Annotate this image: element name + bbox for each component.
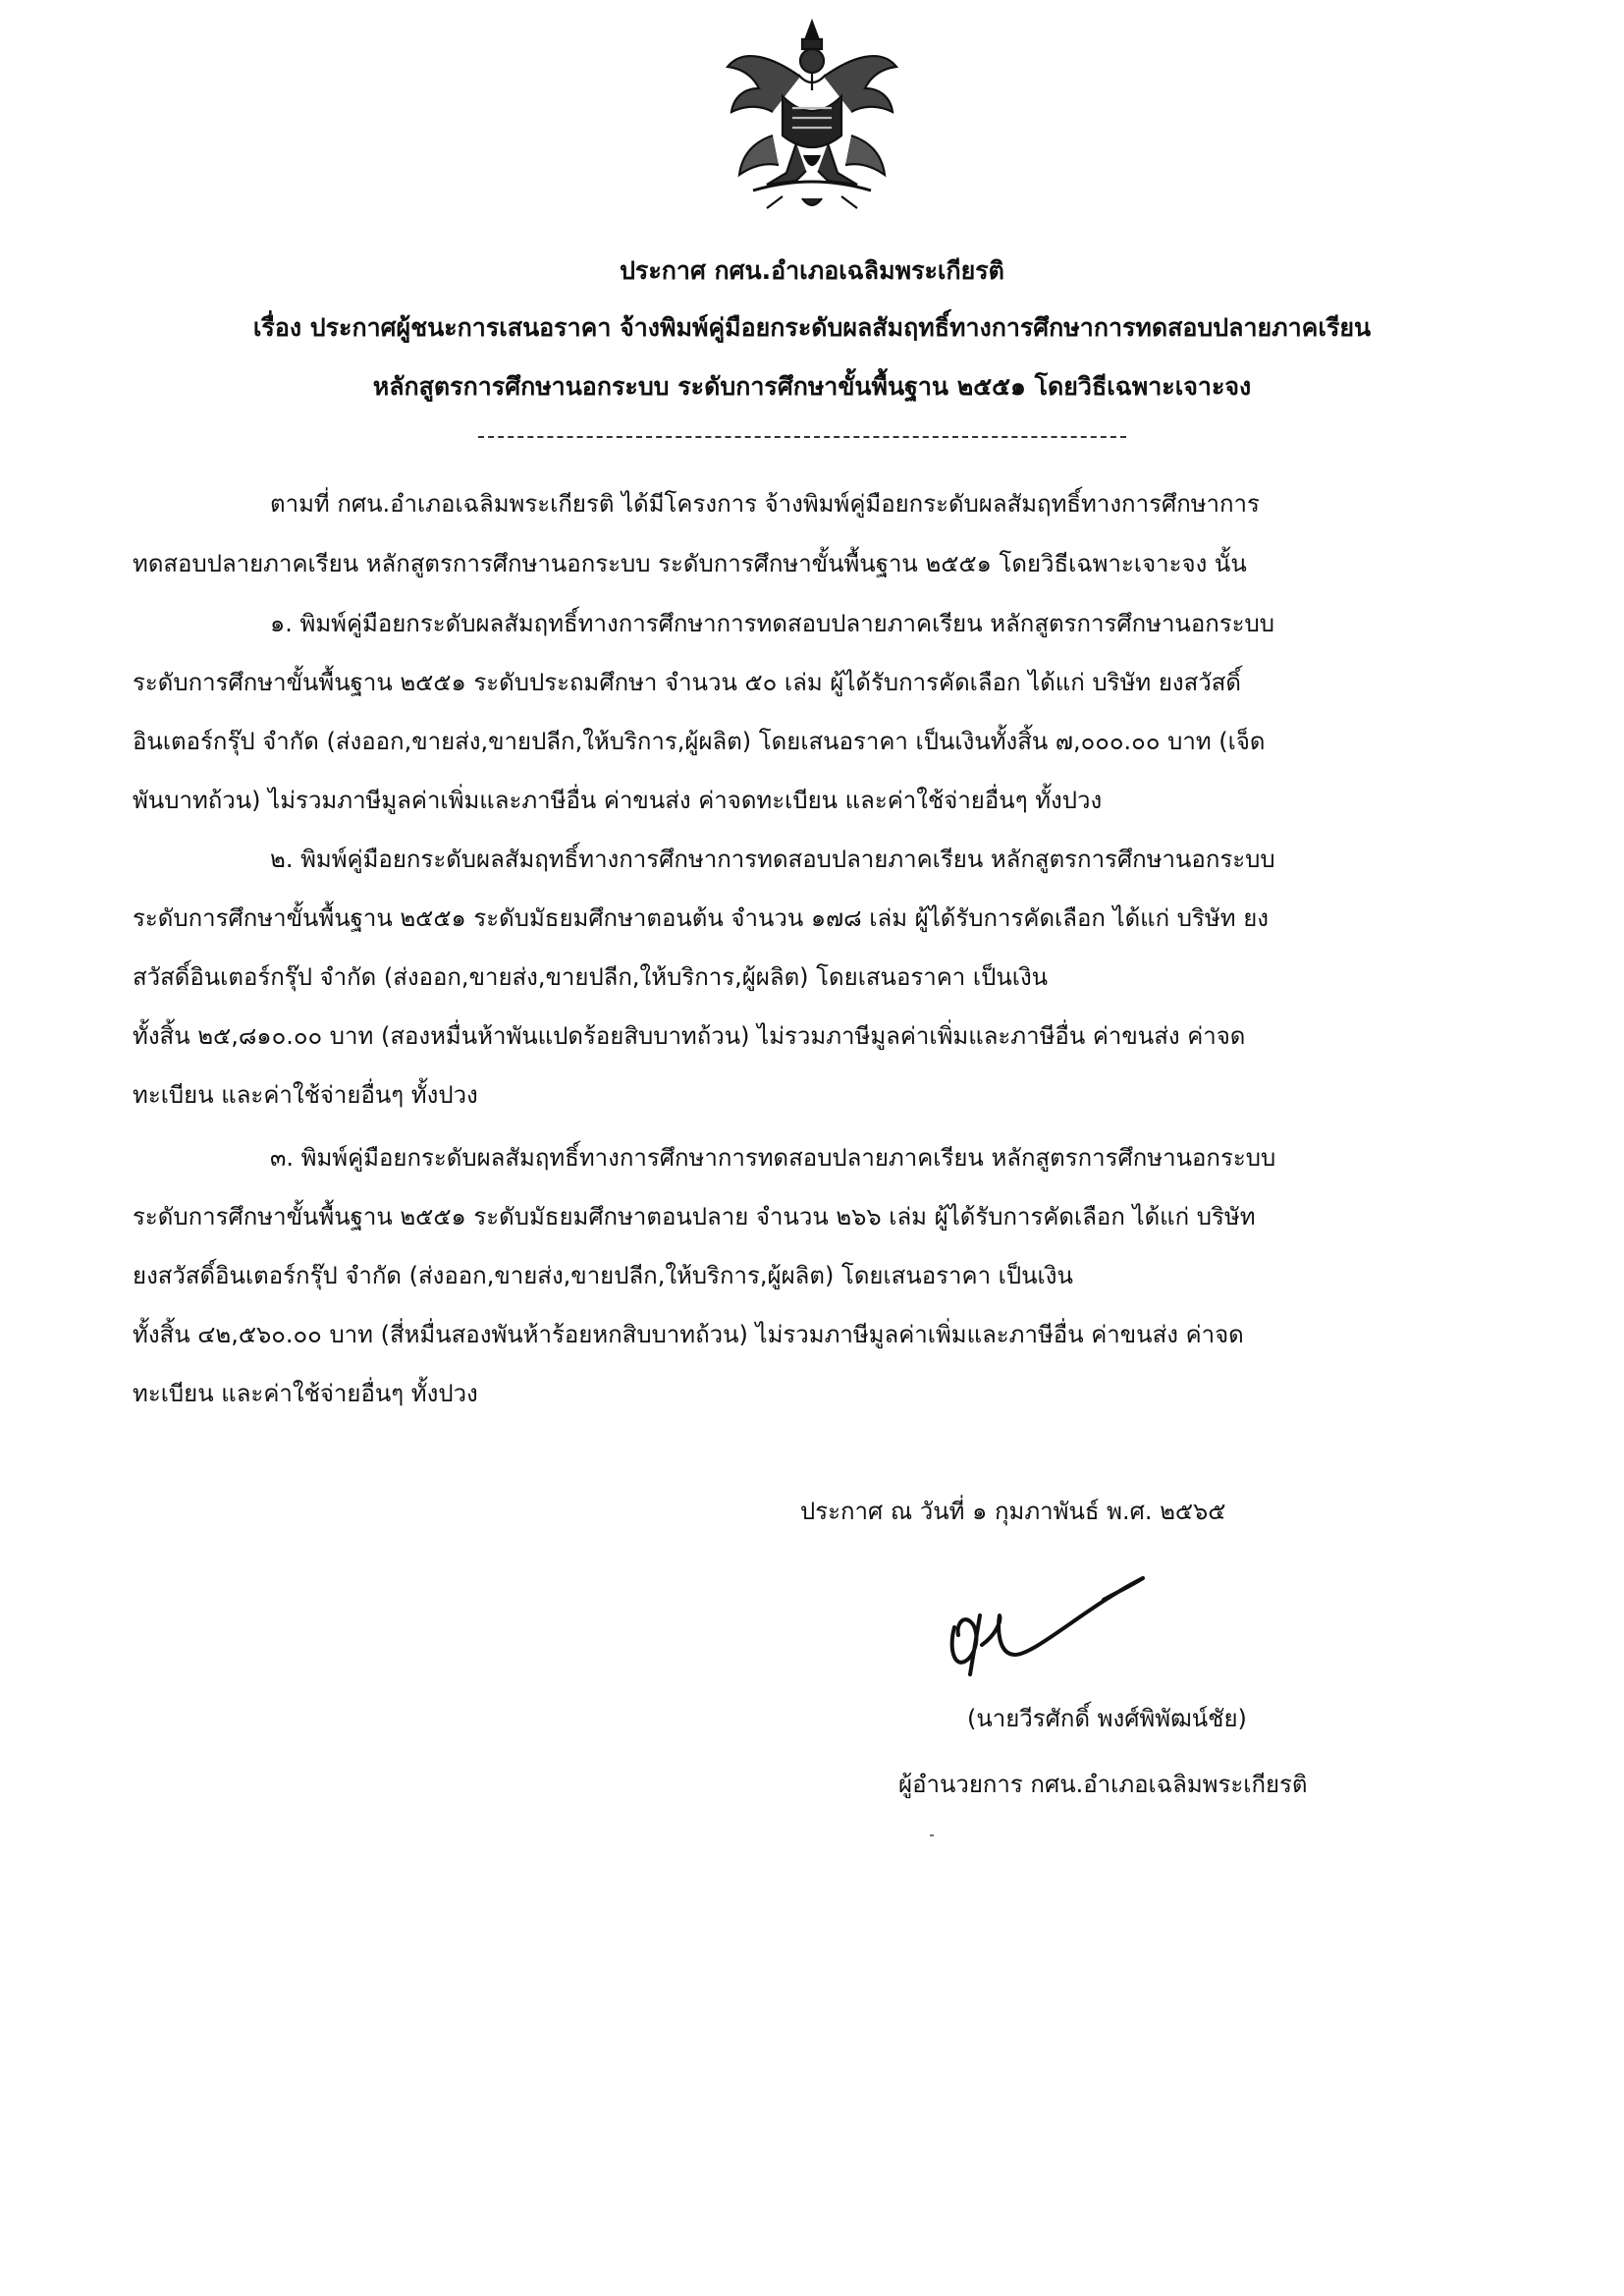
item3-line: ยงสวัสดิ์อินเตอร์กรุ๊ป จำกัด (ส่งออก,ขายส่ง,ขายปลีก,ให้บริการ,ผู้ผลิต) โดยเสนอราคา เป็นเงิน bbox=[133, 1262, 1073, 1289]
item1-line: พันบาทถ้วน) ไม่รวมภาษีมูลค่าเพิ่มและภาษีอื่น ค่าขนส่ง ค่าจดทะเบียน และค่าใช้จ่ายอื่นๆ ทั้งปวง bbox=[133, 787, 1103, 814]
item2-line: ๒. พิมพ์คู่มือยกระดับผลสัมฤทธิ์ทางการศึกษาการทดสอบปลายภาคเรียน หลักสูตรการศึกษานอกระบบ bbox=[270, 846, 1275, 873]
item1-line: ระดับการศึกษาขั้นพื้นฐาน ๒๕๕๑ ระดับประถมศึกษา จำนวน ๕๐ เล่ม ผู้ได้รับการคัดเลือก ได้แก่ บริษัท ยงสวัสดิ์ bbox=[133, 669, 1241, 696]
item3-line: ทั้งสิ้น ๔๒,๕๖๐.๐๐ บาท (สี่หมื่นสองพันห้าร้อยหกสิบบาทถ้วน) ไม่รวมภาษีมูลค่าเพิ่มและภาษีอื่น ค่าขนส่ง ค่าจด bbox=[133, 1321, 1244, 1348]
item1-line: อินเตอร์กรุ๊ป จำกัด (ส่งออก,ขายส่ง,ขายปลีก,ให้บริการ,ผู้ผลิต) โดยเสนอราคา เป็นเงินทั้งสิ้น ๗,๐๐๐.๐๐ บาท (เจ็ด bbox=[133, 728, 1266, 755]
item2-line: ทะเบียน และค่าใช้จ่ายอื่นๆ ทั้งปวง bbox=[133, 1081, 478, 1109]
scan-speck bbox=[930, 1834, 934, 1836]
subject-line-2: หลักสูตรการศึกษานอกระบบ ระดับการศึกษาขั้นพื้นฐาน ๒๕๕๑ โดยวิธีเฉพาะเจาะจง bbox=[372, 372, 1252, 401]
item2-line: ทั้งสิ้น ๒๕,๘๑๐.๐๐ บาท (สองหมื่นห้าพันแปดร้อยสิบบาทถ้วน) ไม่รวมภาษีมูลค่าเพิ่มและภาษีอื่น ค่าขนส่ง ค่าจด bbox=[133, 1022, 1246, 1050]
intro-line: ทดสอบปลายภาคเรียน หลักสูตรการศึกษานอกระบบ ระดับการศึกษาขั้นพื้นฐาน ๒๕๕๑ โดยวิธีเฉพาะเจาะจง นั้น bbox=[133, 550, 1247, 577]
item3-line: ระดับการศึกษาขั้นพื้นฐาน ๒๕๕๑ ระดับมัธยมศึกษาตอนปลาย จำนวน ๒๖๖ เล่ม ผู้ได้รับการคัดเลือก ได้แก่ บริษัท bbox=[133, 1203, 1256, 1230]
item3-line: ๓. พิมพ์คู่มือยกระดับผลสัมฤทธิ์ทางการศึกษาการทดสอบปลายภาคเรียน หลักสูตรการศึกษานอกระบบ bbox=[270, 1144, 1276, 1172]
signer-name: (นายวีรศักดิ์ พงศ์พิพัฒน์ชัย) bbox=[967, 1705, 1247, 1732]
garuda-emblem-icon bbox=[714, 18, 910, 214]
subject-line-1: เรื่อง ประกาศผู้ชนะการเสนอราคา จ้างพิมพ์คู่มือยกระดับผลสัมฤทธิ์ทางการศึกษาการทดสอบปลายภาคเรียน bbox=[252, 313, 1372, 342]
signer-position: ผู้อำนวยการ กศน.อำเภอเฉลิมพระเกียรติ bbox=[898, 1771, 1308, 1798]
separator-line bbox=[478, 436, 1126, 438]
announcement-date: ประกาศ ณ วันที่ ๑ กุมภาพันธ์ พ.ศ. ๒๕๖๕ bbox=[800, 1498, 1226, 1525]
item2-line: ระดับการศึกษาขั้นพื้นฐาน ๒๕๕๑ ระดับมัธยมศึกษาตอนต้น จำนวน ๑๗๘ เล่ม ผู้ได้รับการคัดเลือก ได้แก่ บริษัท ยง bbox=[133, 904, 1269, 932]
handwritten-signature bbox=[941, 1566, 1196, 1684]
intro-line: ตามที่ กศน.อำเภอเฉลิมพระเกียรติ ได้มีโครงการ จ้างพิมพ์คู่มือยกระดับผลสัมฤทธิ์ทางการศึกษาการ bbox=[270, 490, 1260, 518]
item1-line: ๑. พิมพ์คู่มือยกระดับผลสัมฤทธิ์ทางการศึกษาการทดสอบปลายภาคเรียน หลักสูตรการศึกษานอกระบบ bbox=[270, 610, 1275, 637]
item2-line: สวัสดิ์อินเตอร์กรุ๊ป จำกัด (ส่งออก,ขายส่ง,ขายปลีก,ให้บริการ,ผู้ผลิต) โดยเสนอราคา เป็นเงิน bbox=[133, 963, 1049, 991]
item3-line: ทะเบียน และค่าใช้จ่ายอื่นๆ ทั้งปวง bbox=[133, 1380, 478, 1407]
announcement-title: ประกาศ กศน.อำเภอเฉลิมพระเกียรติ bbox=[620, 256, 1004, 285]
